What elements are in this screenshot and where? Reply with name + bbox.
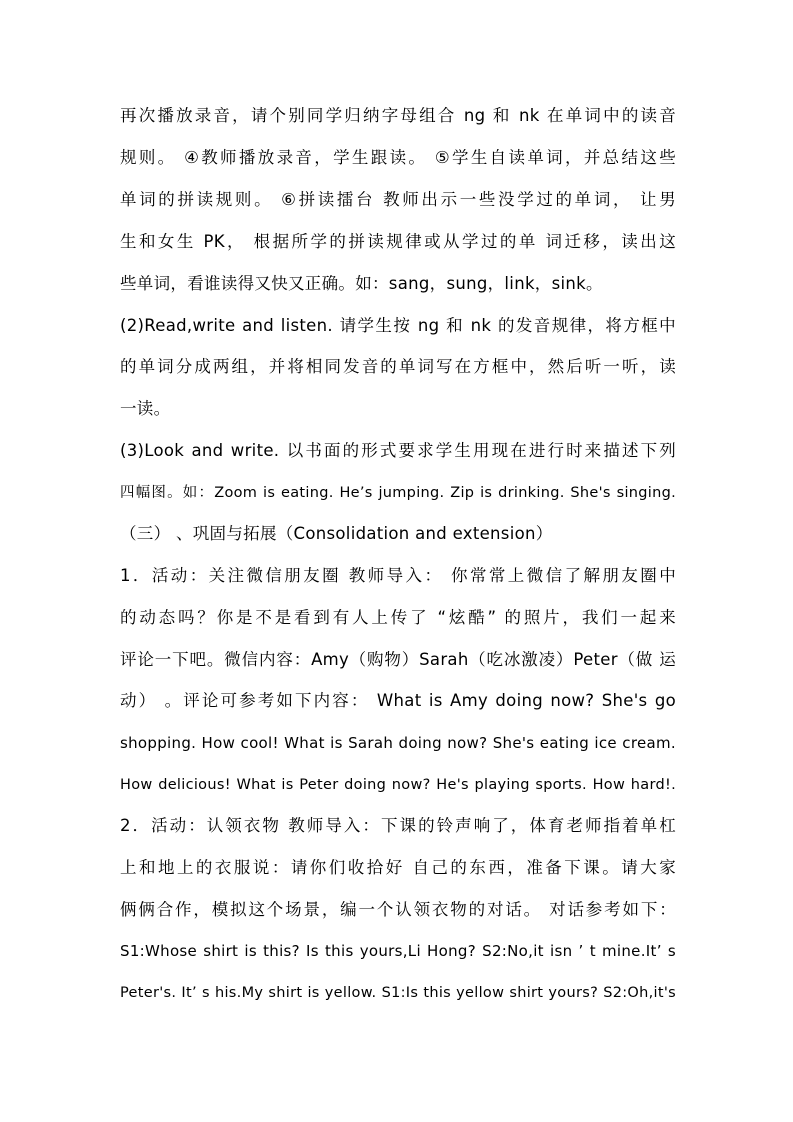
text-line: 的单词分成两组，并将相同发音的单词写在方框中，然后听一听，读 [120, 357, 676, 376]
text-line: 单词的拼读规则。 ⑥拼读擂台 教师出示一些没学过的单词， 让男 [120, 190, 676, 209]
text-line: shopping. How cool! What is Sarah doing now? She's eating ice cream. [120, 734, 676, 752]
text-line: 四幅图。如：Zoom is eating. He’s jumping. Zip is drinking. She's singing. [120, 485, 676, 501]
text-line: (3)Look and write. 以书面的形式要求学生用现在进行时来描述下列 [120, 441, 676, 460]
text-line: 上和地上的衣服说：请你们收拾好 自己的东西，准备下课。请大家 [120, 858, 676, 877]
text-line: 一读。 [120, 399, 171, 418]
text-line: 的动态吗？你是不是看到有人上传了 “炫酷” 的照片，我们一起来 [120, 608, 676, 627]
text-line: 1．活动：关注微信朋友圈 教师导入： 你常常上微信了解朋友圈中 [120, 566, 676, 585]
text-line: 俩俩合作，模拟这个场景，编一个认领衣物的对话。 对话参考如下： [120, 900, 676, 919]
text-line: 规则。 ④教师播放录音，学生跟读。 ⑤学生自读单词，并总结这些 [120, 148, 676, 167]
text-line: (2)Read,write and listen. 请学生按 ng 和 nk 的发音规律，将方框中 [120, 316, 676, 335]
text-line: 动） 。评论可参考如下内容： What is Amy doing now? She's go [120, 691, 676, 710]
text-line: 评论一下吧。微信内容：Amy（购物）Sarah（吃冰激凌）Peter（做 运 [120, 650, 676, 669]
text-line: 2．活动：认领衣物 教师导入：下课的铃声响了，体育老师指着单杠 [120, 816, 676, 835]
text-line: 些单词，看谁读得又快又正确。如：sang，sung，link，sink。 [120, 274, 603, 293]
section-heading: （三） 、巩固与拓展（Consolidation and extension） [120, 524, 553, 543]
text-line: Peter's. It’ s his.My shirt is yellow. S1:Is this yellow shirt yours? S2:Oh,it's [120, 985, 676, 1001]
text-line: S1:Whose shirt is this? Is this yours,Li Hong? S2:No,it isn ’ t mine.It’ s [120, 942, 676, 960]
text-line: 再次播放录音，请个别同学归纳字母组合 ng 和 nk 在单词中的读音 [120, 106, 676, 125]
text-line: 生和女生 PK， 根据所学的拼读规律或从学过的单 词迁移，读出这 [120, 232, 676, 251]
text-line: How delicious! What is Peter doing now? He's playing sports. How hard!. [120, 777, 676, 793]
